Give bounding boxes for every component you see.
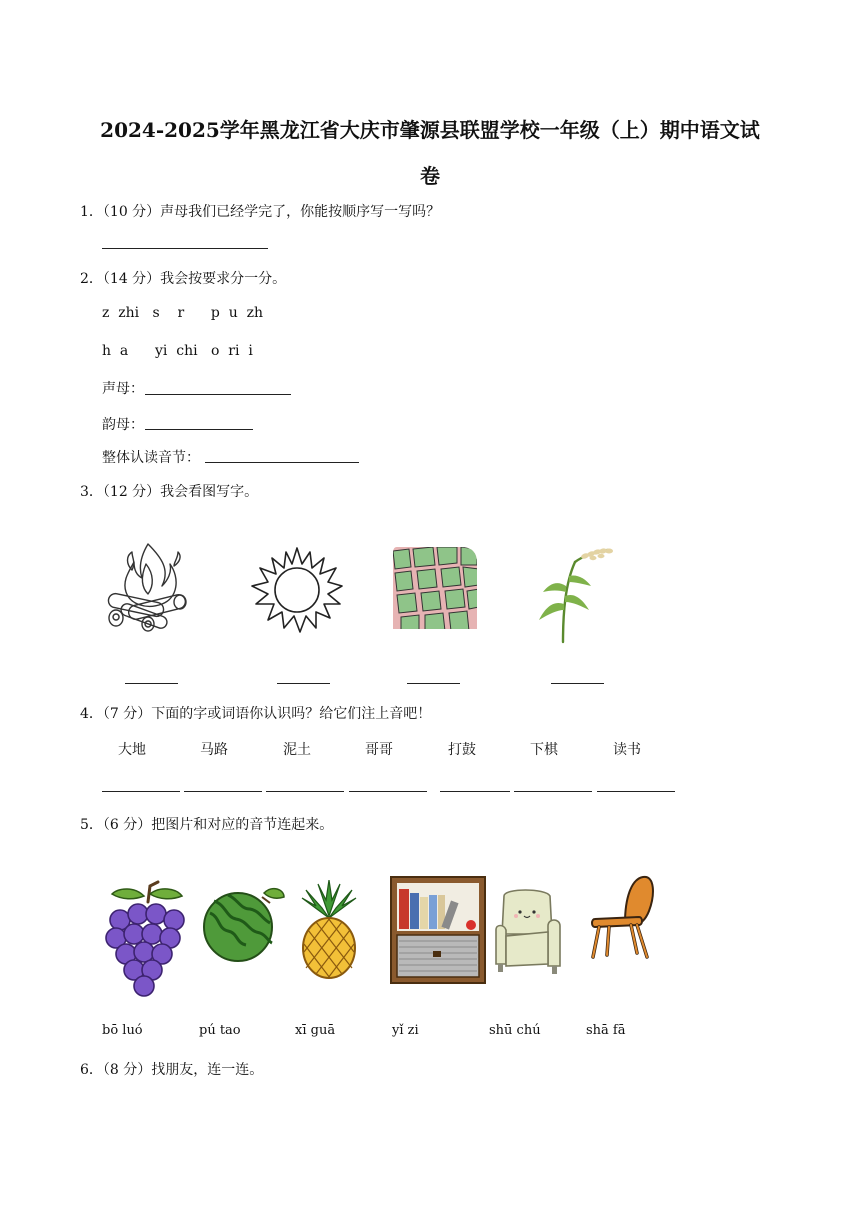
label-yunmu: 韵母： <box>102 417 144 433</box>
pinyin-row-2: h a yi chi o ri i <box>102 343 253 359</box>
pinyin-shuchu: shū chú <box>489 1023 541 1038</box>
question-3: 3．（12 分）我会看图写字。 <box>80 484 259 500</box>
question-4: 4．（7 分）下面的字或词语你认识吗？给它们注上音吧！ <box>80 706 432 722</box>
answer-line-dagu <box>440 791 510 792</box>
answer-line-sun <box>277 683 330 684</box>
word-dadi: 大地 <box>118 742 146 758</box>
watermelon-icon <box>200 883 286 963</box>
chair-icon <box>585 873 657 963</box>
word-xiaqi: 下棋 <box>530 742 558 758</box>
answer-line-gege <box>349 791 427 792</box>
rice-plant-icon <box>535 544 619 644</box>
answer-line-zhengti <box>205 462 359 463</box>
question-2: 2．（14 分）我会按要求分一分。 <box>80 271 287 287</box>
answer-line-q1 <box>102 248 268 249</box>
word-dushu: 读书 <box>613 742 641 758</box>
answer-line-malu <box>184 791 262 792</box>
sun-icon <box>250 544 344 636</box>
document-title: 2024-2025学年黑龙江省大庆市肇源县联盟学校一年级（上）期中语文试 <box>100 118 760 142</box>
question-6: 6．（8 分）找朋友，连一连。 <box>80 1062 264 1078</box>
pineapple-icon <box>296 880 362 980</box>
bookcase-icon <box>389 875 487 985</box>
field-icon <box>391 545 479 631</box>
answer-line-dushu <box>597 791 675 792</box>
pinyin-row-1: z zhi s r p u zh <box>102 305 264 321</box>
label-zhengti: 整体认读音节： <box>102 450 200 466</box>
word-nitu: 泥土 <box>283 742 311 758</box>
label-shengmu: 声母： <box>102 381 144 397</box>
pinyin-yizi: yǐ zi <box>392 1023 419 1038</box>
pinyin-boluo: bō luó <box>102 1023 143 1038</box>
answer-line-fire <box>125 683 178 684</box>
question-1: 1．（10 分）声母我们已经学完了，你能按顺序写一写吗？ <box>80 204 441 220</box>
pinyin-shafa: shā fā <box>586 1023 626 1038</box>
pinyin-putao: pú tao <box>199 1023 241 1038</box>
answer-line-shengmu <box>145 394 291 395</box>
pinyin-xigua: xī guā <box>295 1023 336 1038</box>
word-dagu: 打鼓 <box>448 742 476 758</box>
answer-line-field <box>407 683 460 684</box>
word-malu: 马路 <box>200 742 228 758</box>
answer-line-dadi <box>102 791 180 792</box>
sofa-icon <box>490 886 566 976</box>
word-gege: 哥哥 <box>365 742 393 758</box>
answer-line-nitu <box>266 791 344 792</box>
answer-line-rice <box>551 683 604 684</box>
document-title-continued: 卷 <box>420 164 440 188</box>
question-5: 5．（6 分）把图片和对应的音节连起来。 <box>80 817 334 833</box>
answer-line-yunmu <box>145 429 253 430</box>
answer-line-xiaqi <box>514 791 592 792</box>
fire-icon <box>102 540 190 632</box>
grapes-icon <box>104 880 188 998</box>
